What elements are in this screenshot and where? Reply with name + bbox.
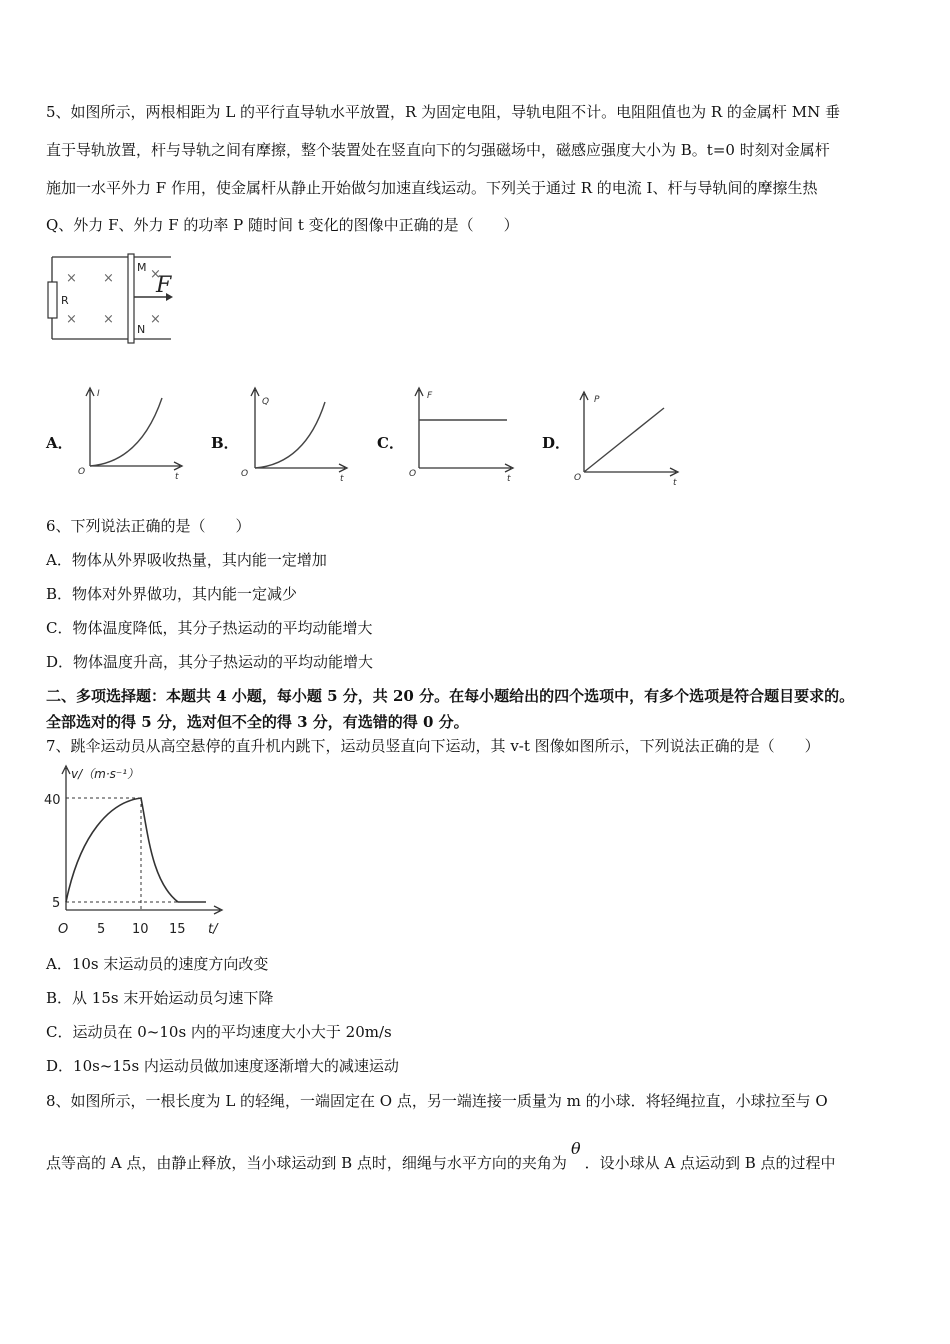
axis-x-d: t — [673, 478, 677, 488]
b-field-x-2: × — [103, 271, 114, 286]
origin-b: O — [241, 469, 249, 479]
axis-x-c: t — [507, 474, 511, 484]
label-r: R — [61, 294, 69, 307]
vt-tick-x15: 15 — [169, 922, 186, 937]
graph-c — [411, 382, 521, 482]
curve-b — [255, 402, 325, 468]
q5-line-4: Q、外力 F、外力 F 的功率 P 随时间 t 变化的图像中正确的是（ ） — [46, 216, 519, 234]
axis-x-a: t — [175, 472, 179, 482]
metal-rod-mn — [128, 254, 134, 343]
b-field-x-4: × — [103, 312, 114, 327]
vt-tick-5: 5 — [52, 896, 61, 911]
q8-line-2-part-2: ．设小球从 A 点运动到 B 点的过程中 — [584, 1154, 836, 1172]
origin-a: O — [78, 467, 86, 477]
resistor-r — [48, 282, 57, 318]
q8-line-1: 8、如图所示，一根长度为 L 的轻绳，一端固定在 O 点，另一端连接一质量为 m 的小球．将轻绳拉直，小球拉至与 O — [46, 1092, 828, 1110]
b-field-x-6: × — [150, 312, 161, 327]
axis-y-d: P — [594, 395, 600, 405]
label-f: F — [156, 273, 172, 298]
q6-stem: 6、下列说法正确的是（ ） — [46, 517, 251, 535]
vt-tick-40: 40 — [44, 793, 61, 808]
vt-tick-x5: 5 — [97, 922, 106, 937]
section-2-heading-2: 全部选对的得 5 分，选对但不全的得 3 分，有选错的得 0 分。 — [46, 713, 469, 731]
origin-d: O — [574, 473, 582, 483]
label-m: M — [137, 261, 147, 274]
vt-graph — [40, 764, 240, 940]
q7-stem: 7、跳伞运动员从高空悬停的直升机内跳下，运动员竖直向下运动，其 v-t 图像如图所示，下列说法正确的是（ ） — [46, 737, 820, 755]
q5-line-3: 施加一水平外力 F 作用，使金属杆从静止开始做匀加速直线运动。下列关于通过 R 的电流 I、杆与导轨间的摩擦生热 — [46, 179, 818, 197]
vt-axis-x: t/ — [208, 922, 218, 937]
axis-y-b: Q — [262, 397, 270, 407]
q5-line-2: 直于导轨放置，杆与导轨之间有摩擦，整个装置处在竖直向下的匀强磁场中，磁感应强度大小为 B。t=0 时刻对金属杆 — [46, 141, 830, 159]
graph-b — [241, 382, 355, 484]
q6-option-d: D．物体温度升高，其分子热运动的平均动能增大 — [46, 653, 374, 671]
label-n: N — [137, 323, 146, 336]
section-2-heading-1: 二、多项选择题：本题共 4 小题，每小题 5 分，共 20 分。在每小题给出的四个选项中，有多个选项是符合题目要求的。 — [46, 687, 855, 705]
theta-symbol: θ — [570, 1139, 581, 1158]
q8-line-2 — [46, 1139, 836, 1173]
line-d — [584, 408, 664, 472]
q7-option-c: C．运动员在 0~10s 内的平均速度大小大于 20m/s — [46, 1023, 392, 1041]
option-a-label: A． — [46, 434, 73, 452]
option-d-label: D． — [542, 434, 571, 452]
q5-line-1: 5、如图所示，两根相距为 L 的平行直导轨水平放置，R 为固定电阻，导轨电阻不计。电阻阻值也为 R 的金属杆 MN 垂 — [46, 103, 840, 121]
graph-d — [576, 386, 686, 486]
axis-y-c: F — [427, 391, 433, 401]
q6-option-a: A．物体从外界吸收热量，其内能一定增加 — [46, 551, 327, 569]
b-field-x-3: × — [66, 312, 77, 327]
axis-y-a: I — [97, 389, 100, 399]
q7-option-a: A．10s 末运动员的速度方向改变 — [46, 955, 269, 973]
q6-option-b: B．物体对外界做功，其内能一定减少 — [46, 585, 298, 603]
q7-option-b: B．从 15s 末开始运动员匀速下降 — [46, 989, 274, 1007]
q7-option-d: D．10s~15s 内运动员做加速度逐渐增大的减速运动 — [46, 1057, 399, 1075]
vt-origin: O — [58, 922, 69, 937]
origin-c: O — [409, 469, 417, 479]
option-c-label: C． — [377, 434, 404, 452]
b-field-x-5: × — [150, 267, 161, 282]
circuit-diagram — [46, 254, 186, 344]
vt-axis-y: v/（m·s⁻¹） — [71, 767, 140, 781]
b-field-x-1: × — [66, 271, 77, 286]
axis-x-b: t — [340, 474, 344, 484]
vt-curve — [66, 798, 206, 902]
vt-tick-x10: 10 — [132, 922, 149, 937]
graph-a — [80, 382, 190, 482]
option-b-label: B． — [211, 434, 239, 452]
q8-line-2-part-1: 点等高的 A 点，由静止释放，当小球运动到 B 点时，细绳与水平方向的夹角为 — [46, 1154, 567, 1172]
curve-a — [90, 398, 162, 466]
q6-option-c: C．物体温度降低，其分子热运动的平均动能增大 — [46, 619, 373, 637]
